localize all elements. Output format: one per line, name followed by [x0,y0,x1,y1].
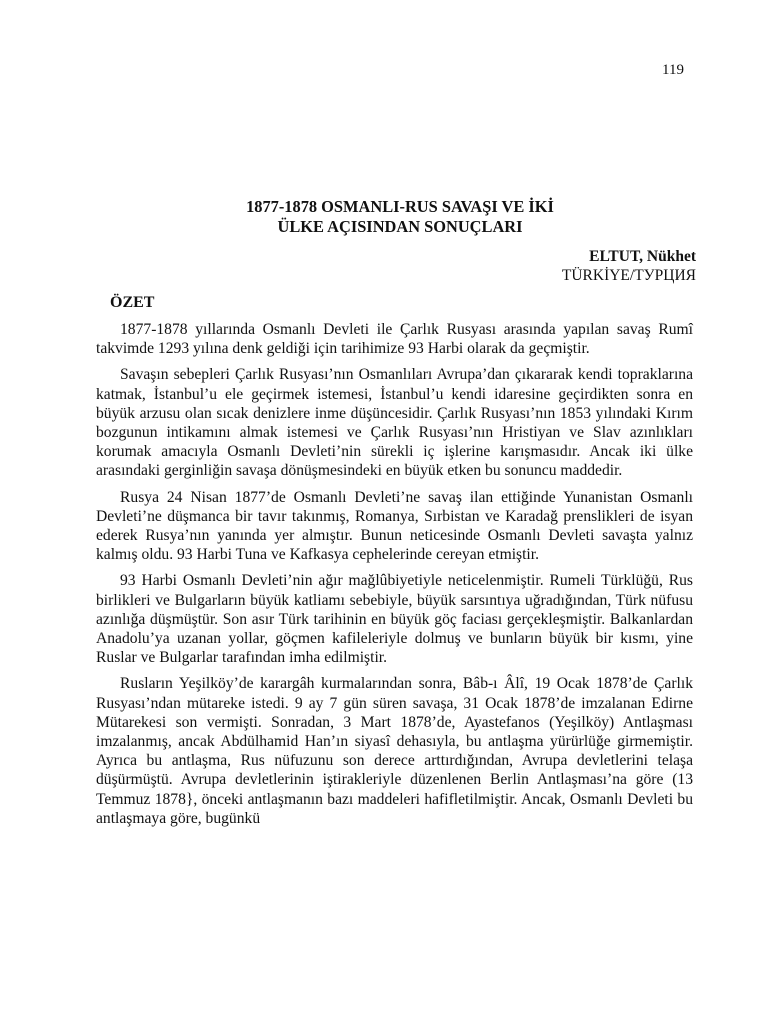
paragraph: 1877-1878 yıllarında Osmanlı Devleti ile Çarlık Rusyası arasında yapılan savaş Rumî takvimde 1293 yılına denk geldiği için tarihimize 93 Harbi olarak da geçmiştir. [96,321,693,358]
title-line-2: ÜLKE AÇISINDAN SONUÇLARI [277,217,523,236]
title-line-1: 1877-1878 OSMANLI-RUS SAVAŞI VE İKİ [246,197,554,216]
paragraph: Rusya 24 Nisan 1877’de Osmanlı Devleti’ne savaş ilan ettiğinde Yunanistan Osmanlı Devleti’ne düşmanca bir tavır takınmış, Romanya, Sırbistan ve Karadağ prenslikleri de isyan ederek Rusya’nın yanında yer almıştır. Bunun neticesinde Osmanlı Devleti savaşta yalnız kalmış oldu. 93 Harbi Tuna ve Kafkasya cephelerinde cereyan etmiştir. [96,488,693,564]
paragraph: 93 Harbi Osmanlı Devleti’nin ağır mağlûbiyetiyle neticelenmiştir. Rumeli Türklüğü, Rus birlikleri ve Bulgarların büyük katliamı sebebiyle, büyük sarsıntıya uğradığından, Türk nüfusu azınlığa düşmüştür. Son asır Türk tarihinin en büyük göç faciası gerçekleşmiştir. Balkanlardan Anadolu’ya uzanan yollar, göçmen kafileleriyle dolmuş ve bunların büyük bir kısmı, yine Ruslar ve Bulgarlar tarafından imha edilmiştir. [96,572,693,667]
author-country: TÜRKİYE/ТУРЦИЯ [561,267,696,284]
abstract-heading: ÖZET [110,294,155,311]
page-number: 119 [662,62,684,78]
abstract-body [96,320,693,835]
paper-title [110,197,690,237]
author-block [296,247,696,285]
author-name: ELTUT, Nükhet [589,248,696,265]
paragraph: Savaşın sebepleri Çarlık Rusyası’nın Osmanlıları Avrupa’dan çıkararak kendi topraklarına katmak, İstanbul’u ele geçirmek istemesi, İstanbul’u kendi idaresine geçirdikten sonra en büyük arzusu olan sıcak denizlere inme düşüncesidir. Çarlık Rusyası’nın 1853 yılındaki Kırım bozgunun intikamını almak istemesi ve Çarlık Rusyası’nın Hristiyan ve Slav azınlıkları korumak amacıyla Osmanlı Devleti’nin sürekli iç işlerine karışmasıdır. Ancak iki ülke arasındaki gerginliğin savaşa dönüşmesindeki en büyük etken bu sonuncu maddedir. [96,366,693,480]
paragraph: Rusların Yeşilköy’de karargâh kurmalarından sonra, Bâb-ı Âlî, 19 Ocak 1878’de Çarlık Rusyası’ndan mütareke istedi. 9 ay 7 gün süren savaşa, 31 Ocak 1878’de imzalanan Edirne Mütarekesi son vermişti. Sonradan, 3 Mart 1878’de, Ayastefanos (Yeşilköy) Antlaşması imzalanmış, ancak Abdülhamid Han’ın siyasî dehasıyla, bu antlaşma yürürlüğe girmemiştir. Ayrıca bu antlaşma, Rus nüfuzunu son derece arttırdığından, Avrupa devletlerini telaşa düşürmüştü. Avrupa devletlerinin iştirakleriyle düzenlenen Berlin Antlaşması’na göre (13 Temmuz 1878}, önceki antlaşmanın bazı maddeleri hafifletilmiştir. Ancak, Osmanlı Devleti bu antlaşmaya göre, bugünkü [96,675,693,827]
